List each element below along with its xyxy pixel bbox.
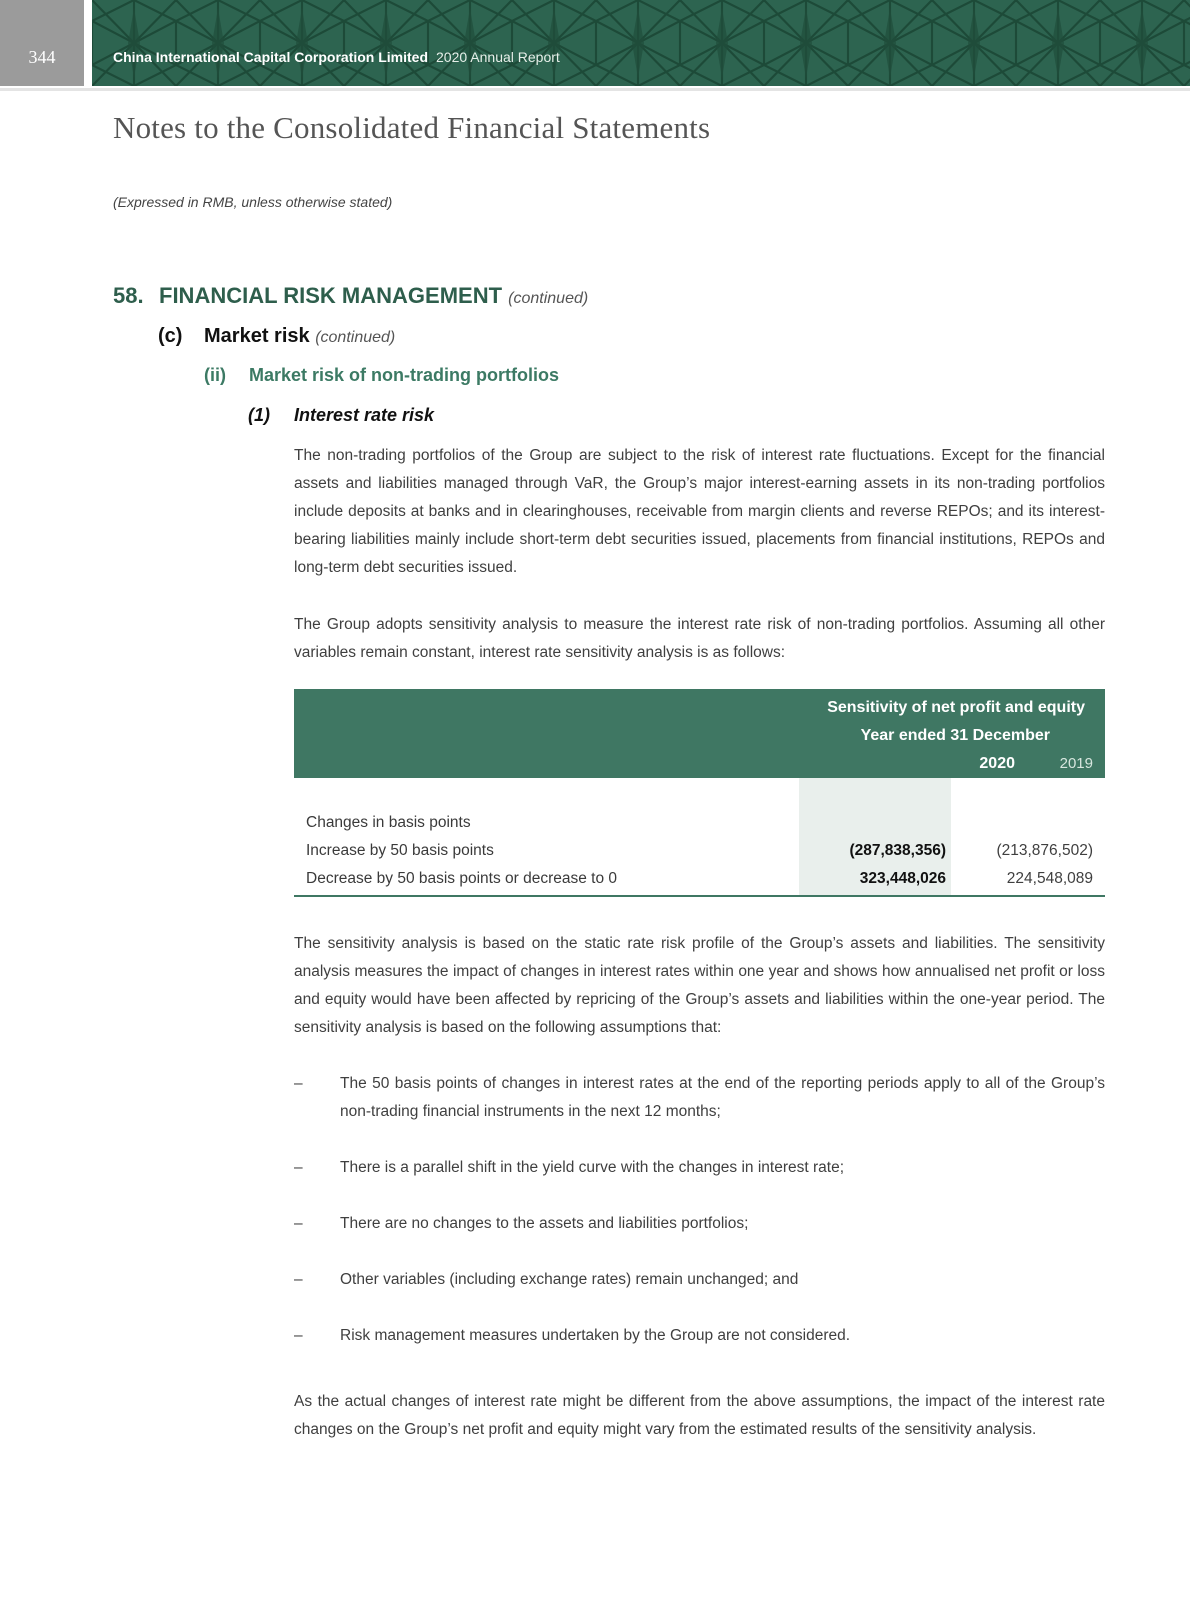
section-number: 58. — [113, 283, 144, 308]
list-item — [294, 1322, 1105, 1350]
section-heading-58 — [113, 283, 588, 309]
sensitivity-table — [294, 689, 1105, 897]
subsection-number: (1) — [248, 405, 270, 425]
table-row — [294, 809, 1105, 837]
header-title — [113, 49, 560, 65]
dash-bullet-icon: – — [294, 1159, 303, 1176]
table-row — [294, 865, 1105, 893]
table-row — [294, 837, 1105, 865]
table-header-title: Sensitivity of net profit and equity — [827, 699, 1085, 716]
list-item-text: The 50 basis points of changes in interest rates at the end of the reporting periods apply to all of the Group’s non-trading financial instruments in the next 12 months; — [340, 1075, 1105, 1120]
row-label: Decrease by 50 basis points or decrease to 0 — [306, 870, 618, 887]
list-item-text: Other variables (including exchange rates) remain unchanged; and — [340, 1271, 799, 1288]
column-header-2020: 2020 — [979, 755, 1015, 772]
header-pattern-banner — [92, 0, 1190, 86]
table-body — [294, 778, 1105, 897]
paragraph-conclusion: As the actual changes of interest rate might be different from the above assumptions, the impact of the interest rate changes on the Group’s net profit and equity might vary from the estimated results of the sensitivity analysis. — [294, 1393, 1105, 1438]
row-label: Changes in basis points — [306, 814, 471, 831]
value-2019: (213,876,502) — [996, 842, 1093, 859]
row-label: Increase by 50 basis points — [306, 842, 494, 859]
dash-bullet-icon: – — [294, 1327, 303, 1344]
dash-bullet-icon: – — [294, 1075, 303, 1092]
list-item — [294, 1154, 1105, 1182]
header-divider — [0, 88, 1190, 91]
value-2020: 323,448,026 — [859, 870, 946, 887]
subsection-heading-c — [158, 325, 395, 348]
subsection-title: Market risk — [204, 325, 310, 347]
subsection-heading-ii — [204, 365, 559, 386]
subsection-title: Market risk of non-trading portfolios — [249, 365, 560, 385]
report-name: 2020 Annual Report — [436, 49, 560, 65]
continued-label: (continued) — [315, 329, 396, 346]
list-item — [294, 1070, 1105, 1126]
currency-note: (Expressed in RMB, unless otherwise stated) — [113, 194, 393, 210]
dash-bullet-icon: – — [294, 1215, 303, 1232]
page-title: Notes to the Consolidated Financial Statements — [113, 110, 711, 145]
paragraph-intro: The non-trading portfolios of the Group are subject to the risk of interest rate fluctuations. Except for the financial assets and liabilities managed through VaR, the Group’s major interest-earning assets in its non-trading portfolios include deposits at banks and in clearinghouses, receivable from margin clients and reverse REPOs; and its interest-bearing liabilities mainly include short-term debt securities issued, placements from financial institutions, REPOs and long-term debt securities issued. — [294, 447, 1105, 576]
subsection-title: Interest rate risk — [294, 405, 435, 425]
asanoha-pattern-icon — [92, 0, 1190, 86]
subsection-number: (ii) — [204, 365, 226, 385]
paragraph-method: The Group adopts sensitivity analysis to measure the interest rate risk of non-trading portfolios. Assuming all other variables remain constant, interest rate sensitivity analysis is as follows: — [294, 616, 1105, 661]
company-name: China International Capital Corporation Limited — [113, 49, 429, 65]
continued-label: (continued) — [508, 290, 589, 307]
paragraph-assumptions-intro: The sensitivity analysis is based on the static rate risk profile of the Group’s assets and liabilities. The sensitivity analysis measures the impact of changes in interest rates within one year and shows how annualised net profit or loss and equity would have been affected by repricing of the Group’s assets and liabilities within the one-year period. The sensitivity analysis is based on the following assumptions that: — [294, 935, 1105, 1036]
dash-bullet-icon: – — [294, 1271, 303, 1288]
page-header — [0, 0, 1190, 86]
list-item — [294, 1210, 1105, 1238]
value-2020: (287,838,356) — [849, 842, 946, 859]
list-item — [294, 1266, 1105, 1294]
list-item-text: There are no changes to the assets and liabilities portfolios; — [340, 1215, 749, 1232]
list-item-text: Risk management measures undertaken by the Group are not considered. — [340, 1327, 851, 1344]
page-number: 344 — [0, 0, 84, 86]
column-header-2019: 2019 — [1059, 755, 1093, 772]
table-header-period: Year ended 31 December — [860, 727, 1050, 744]
table-header — [294, 689, 1105, 778]
subsection-number: (c) — [158, 325, 183, 347]
value-2019: 224,548,089 — [1006, 870, 1093, 887]
subsection-heading-1 — [248, 405, 434, 426]
list-item-text: There is a parallel shift in the yield curve with the changes in interest rate; — [340, 1159, 845, 1176]
section-title: FINANCIAL RISK MANAGEMENT — [159, 283, 503, 308]
